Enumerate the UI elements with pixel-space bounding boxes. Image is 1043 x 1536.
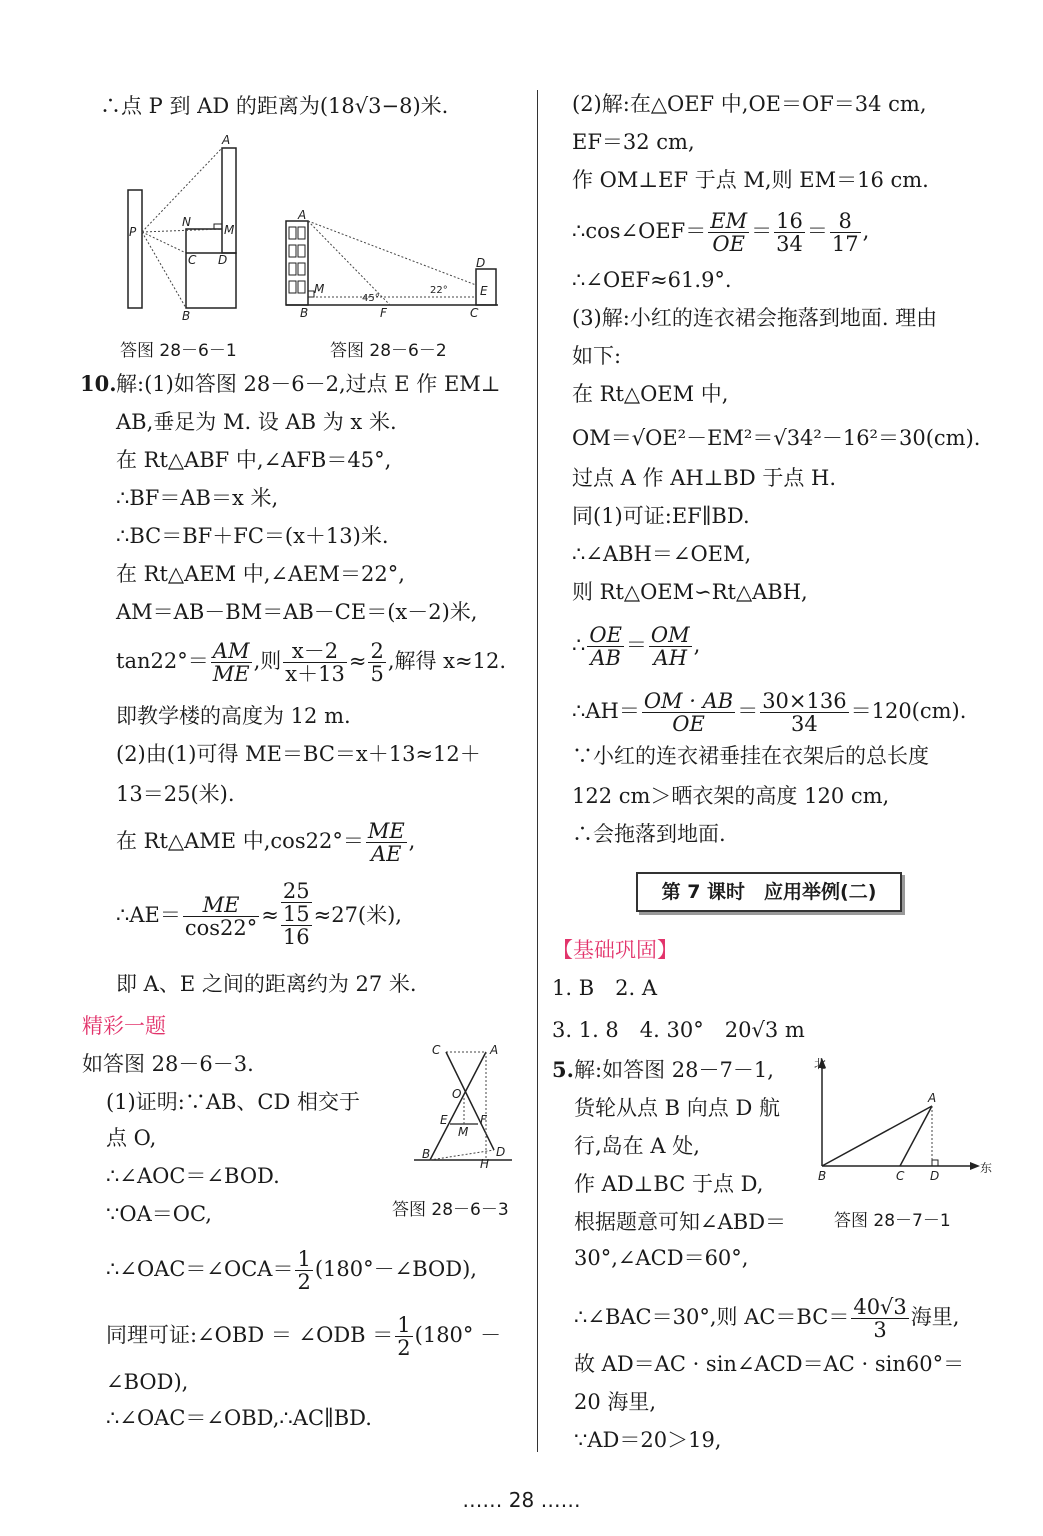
- p5-line-f: 30°,∠ACD＝60°,: [574, 1246, 749, 1270]
- fraction-nested: 25 15 16: [282, 879, 310, 949]
- label-P: P: [129, 225, 137, 239]
- section-jingcai: 精彩一题: [82, 1014, 166, 1038]
- svg-text:O: O: [452, 1087, 462, 1101]
- sight-line-b: [142, 232, 186, 308]
- fig1-caption: 答图 28－6－1: [120, 341, 237, 361]
- svg-text:E: E: [440, 1113, 448, 1127]
- label-C: C: [188, 253, 197, 267]
- p5-line-g: ∴∠BAC＝30°,则 AC＝BC＝ $\frac{40√3}{3}$ 海里,: [574, 1295, 960, 1342]
- r-line-12: ∴∠ABH＝∠OEM,: [572, 542, 752, 566]
- svg-text:F: F: [380, 306, 387, 320]
- svg-text:东: 东: [980, 1161, 993, 1175]
- svg-text:45°: 45°: [362, 293, 380, 304]
- svg-text:D: D: [496, 1145, 506, 1159]
- p10-line-f: 在 Rt△AEM 中,∠AEM＝22°,: [116, 562, 405, 586]
- line-cd: [446, 1052, 494, 1150]
- label-A: A: [222, 133, 231, 147]
- fraction-me-cos: $\frac{ME}{\cos 22^\circ}$: [184, 893, 258, 940]
- answer-3-4: 3. 1. 8 4. 30° 20√3 m: [552, 1018, 805, 1042]
- svg-text:B: B: [422, 1147, 431, 1161]
- svg-text:H: H: [480, 1157, 490, 1170]
- lesson-title: 第 7 课时 应用举例(二): [636, 872, 902, 912]
- svg-text:A: A: [298, 208, 307, 222]
- svg-text:F: F: [480, 1113, 487, 1127]
- p10-line-i: 即教学楼的高度为 12 m.: [116, 704, 351, 728]
- p5-line-c: 行,岛在 A 处,: [574, 1134, 700, 1158]
- column-divider: [537, 90, 538, 1452]
- jc-line-d: ∴∠AOC＝∠BOD.: [106, 1164, 280, 1188]
- r-line-cos: ∴cos∠OEF＝ $\frac{EM}{OE}$ ＝ $\frac{16}{34}$ ＝ $\frac{8}{17}$ ,: [572, 209, 870, 256]
- p10-line-j: (2)由(1)可得 ME＝BC＝x＋13≈12＋: [116, 742, 481, 766]
- r-line-13: 则 Rt△OEM∽Rt△ABH,: [572, 580, 808, 604]
- r-line-ah: ∴AH＝ $\frac{OM \cdot AB}{OE}$ ＝ $\frac{30\times 136}{34}$ ＝120(cm).: [572, 689, 967, 736]
- svg-text:C: C: [432, 1043, 441, 1057]
- figure-28-6-1: [118, 132, 248, 322]
- r-line-11: 同(1)可证:EF∥BD.: [572, 504, 750, 528]
- section-jichu: 【基础巩固】: [552, 938, 678, 962]
- p5-line-h: 故 AD＝AC · sin∠ACD＝AC · sin60°＝: [574, 1352, 965, 1376]
- problem-5-number: 5.: [552, 1057, 574, 1082]
- svg-text:B: B: [818, 1169, 827, 1183]
- svg-text:A: A: [928, 1091, 937, 1105]
- svg-text:A: A: [490, 1043, 499, 1057]
- fig4-caption: 答图 28－7－1: [834, 1211, 951, 1231]
- line-ae: [308, 221, 476, 285]
- jc-line-a: 如答图 28－6－3.: [82, 1052, 254, 1076]
- p5-line-j: ∵AD＝20＞19,: [574, 1428, 722, 1452]
- p10-line-ae: ∴AE＝ $\frac{ME}{\cos 22^\circ}$ ≈ 25 15 16 ≈27(米),: [116, 879, 402, 949]
- label-D: D: [218, 253, 228, 267]
- fraction-half: $\frac{1}{2}$: [297, 1247, 311, 1294]
- fraction-half-2: $\frac{1}{2}$: [397, 1313, 411, 1360]
- svg-text:北: 北: [814, 1057, 827, 1071]
- r-line-3: 作 OM⊥EF 于点 M,则 EM＝16 cm.: [572, 168, 929, 192]
- svg-text:E: E: [480, 284, 488, 298]
- p10-line-k: 13＝25(米).: [116, 782, 235, 806]
- line-ab: [430, 1052, 486, 1160]
- label-M: M: [224, 223, 235, 237]
- svg-text:22°: 22°: [430, 285, 448, 296]
- r-line-9: OM＝√OE²－EM²＝√34²－16²＝30(cm).: [572, 426, 981, 450]
- svg-text:C: C: [896, 1169, 905, 1183]
- p5-line-d: 作 AD⊥BC 于点 D,: [574, 1172, 764, 1196]
- svg-text:D: D: [930, 1169, 940, 1183]
- r-line-18: ∴会拖落到地面.: [572, 822, 726, 846]
- p10-line-c: 在 Rt△ABF 中,∠AFB＝45°,: [116, 448, 392, 472]
- fraction-2-5: $\frac{2}{5}$: [370, 639, 384, 686]
- right-angle-mark: [932, 1160, 938, 1166]
- fraction-am-me: $\frac{AM}{ME}$: [212, 639, 250, 686]
- line-p-distance: ∴点 P 到 AD 的距离为(18√3−8)米.: [100, 94, 449, 118]
- p5-line-e: 根据题意可知∠ABD＝: [574, 1210, 787, 1234]
- jc-line-h: ∠BOD),: [106, 1370, 189, 1394]
- r-line-1: (2)解:在△OEF 中,OE＝OF＝34 cm,: [572, 92, 927, 116]
- jc-line-e: ∵OA＝OC,: [106, 1202, 212, 1226]
- jc-line-f: ∴∠OAC＝∠OCA＝ $\frac{1}{2}$ (180°－∠BOD),: [106, 1247, 477, 1294]
- p5-line-b: 货轮从点 B 向点 D 航: [574, 1096, 780, 1120]
- r-line-16: ∵小红的连衣裙垂挂在衣架后的总长度: [572, 744, 929, 768]
- jc-line-g: 同理可证:∠OBD ＝ ∠ODB ＝ $\frac{1}{2}$ (180° －: [106, 1313, 502, 1360]
- p10-line-g: AM＝AB－BM＝AB－CE＝(x－2)米,: [116, 600, 478, 624]
- p10-line-tan: tan22°＝ $\frac{AM}{ME}$ ,则 $\frac{x-2}{x+13}$ ≈ $\frac{2}{5}$ ,解得 x≈12.: [116, 639, 506, 686]
- p5-line-i: 20 海里,: [574, 1390, 657, 1414]
- fraction-x: $\frac{x-2}{x+13}$: [285, 639, 345, 686]
- r-line-7: 如下:: [572, 344, 622, 368]
- svg-text:M: M: [458, 1125, 469, 1139]
- p10-line-n: 即 A、E 之间的距离约为 27 米.: [116, 972, 417, 996]
- fig3-caption: 答图 28－6－3: [392, 1200, 509, 1220]
- building-right-top: [222, 148, 236, 253]
- p5-line-a: 解:如答图 28－7－1,: [574, 1058, 774, 1082]
- page-number: …… 28 ……: [462, 1488, 581, 1512]
- r-line-17: 122 cm＞晒衣架的高度 120 cm,: [572, 784, 890, 808]
- label-N: N: [182, 215, 191, 229]
- jc-line-c: 点 O,: [106, 1126, 157, 1150]
- figure-28-7-1: [806, 1056, 996, 1186]
- jc-line-i: ∴∠OAC＝∠OBD,∴AC∥BD.: [106, 1406, 372, 1430]
- sight-line-n: [142, 229, 222, 232]
- p10-line-e: ∴BC＝BF＋FC＝(x＋13)米.: [116, 524, 389, 548]
- p10-line-d: ∴BF＝AB＝x 米,: [116, 486, 279, 510]
- figure-28-6-3: [408, 1040, 518, 1170]
- fraction-me-ae: $\frac{ME}{AE}$: [367, 819, 405, 866]
- r-line-ratio: ∴ $\frac{OE}{AB}$ ＝ $\frac{OM}{AH}$ ,: [572, 623, 701, 670]
- p10-line-a: 解:(1)如答图 28－6－2,过点 E 作 EM⊥: [116, 372, 501, 396]
- p10-line-b: AB,垂足为 M. 设 AB 为 x 米.: [116, 410, 397, 434]
- jc-line-b: (1)证明:∵AB、CD 相交于: [106, 1090, 360, 1114]
- answer-1-2: 1. B 2. A: [552, 976, 658, 1000]
- svg-text:D: D: [476, 256, 486, 270]
- r-line-5: ∴∠OEF≈61.9°.: [572, 268, 732, 292]
- p10-line-cos: 在 Rt△AME 中,cos22°＝ $\frac{ME}{AE}$ ,: [116, 819, 416, 866]
- fig2-caption: 答图 28－6－2: [330, 341, 447, 361]
- r-line-10: 过点 A 作 AH⊥BD 于点 H.: [572, 466, 837, 490]
- r-line-2: EF＝32 cm,: [572, 130, 695, 154]
- building-left: [128, 190, 142, 308]
- svg-text:B: B: [300, 306, 309, 320]
- svg-text:C: C: [470, 306, 479, 320]
- svg-text:M: M: [314, 282, 325, 296]
- building-step: [186, 229, 222, 253]
- problem-10-number: 10.: [80, 371, 117, 396]
- r-line-6: (3)解:小红的连衣裙会拖落到地面. 理由: [572, 306, 938, 330]
- label-B: B: [182, 309, 191, 322]
- figure-28-6-2: [280, 205, 510, 325]
- r-line-8: 在 Rt△OEM 中,: [572, 382, 729, 406]
